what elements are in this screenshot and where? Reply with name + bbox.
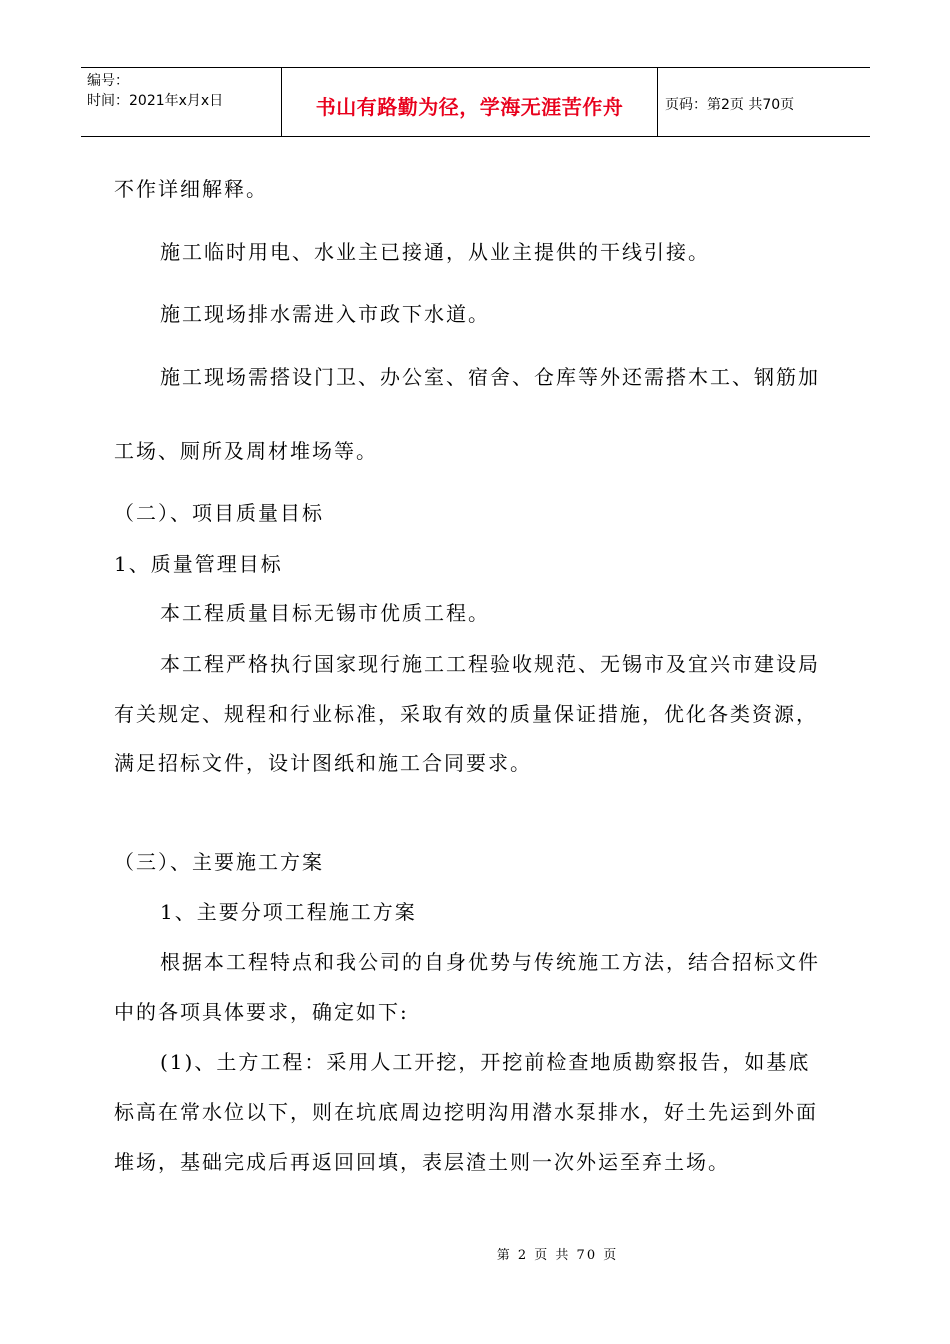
section-heading: （二）、项目质量目标 [114, 501, 324, 525]
body-line: 施工临时用电、水业主已接通，从业主提供的干线引接。 [160, 240, 710, 264]
body-line: 施工现场需搭设门卫、办公室、宿舍、仓库等外还需搭木工、钢筋加 [160, 365, 820, 389]
header-motto: 书山有路勤为径，学海无涯苦作舟 [315, 94, 624, 119]
body-line: 不作详细解释。 [114, 177, 268, 201]
body-line: 本工程质量目标无锡市优质工程。 [160, 601, 490, 625]
header-page-info: 页码：第2页 共70页 [665, 97, 795, 113]
body-line: 根据本工程特点和我公司的自身优势与传统施工方法，结合招标文件 [160, 950, 820, 974]
header-page-cell [658, 68, 870, 136]
section-heading: （三）、主要施工方案 [114, 850, 324, 874]
body-line: 有关规定、规程和行业标准，采取有效的质量保证措施，优化各类资源， [114, 702, 818, 726]
document-number-label: 编号： [87, 73, 129, 89]
body-line: 满足招标文件，设计图纸和施工合同要求。 [114, 751, 532, 775]
page-footer: 第 2 页 共 70 页 [496, 1248, 619, 1263]
body-line: 堆场，基础完成后再返回回填，表层渣土则一次外运至弃土场。 [114, 1150, 730, 1174]
subsection-heading: 1、主要分项工程施工方案 [160, 900, 417, 924]
document-date-label: 时间：2021年x月x日 [87, 93, 224, 109]
body-line: 施工现场排水需进入市政下水道。 [160, 302, 490, 326]
body-line: 本工程严格执行国家现行施工工程验收规范、无锡市及宜兴市建设局 [160, 652, 820, 676]
body-line: 中的各项具体要求，确定如下: [114, 1000, 409, 1024]
header-motto-cell [282, 68, 658, 136]
body-line: (1)、土方工程：采用人工开挖，开挖前检查地质勘察报告，如基底 [160, 1050, 811, 1074]
page-header [81, 67, 870, 137]
subsection-heading: 1、质量管理目标 [114, 552, 283, 576]
body-line: 标高在常水位以下，则在坑底周边挖明沟用潜水泵排水，好土先运到外面 [114, 1100, 818, 1124]
header-meta-cell [81, 68, 282, 136]
body-line: 工场、厕所及周材堆场等。 [114, 439, 378, 463]
